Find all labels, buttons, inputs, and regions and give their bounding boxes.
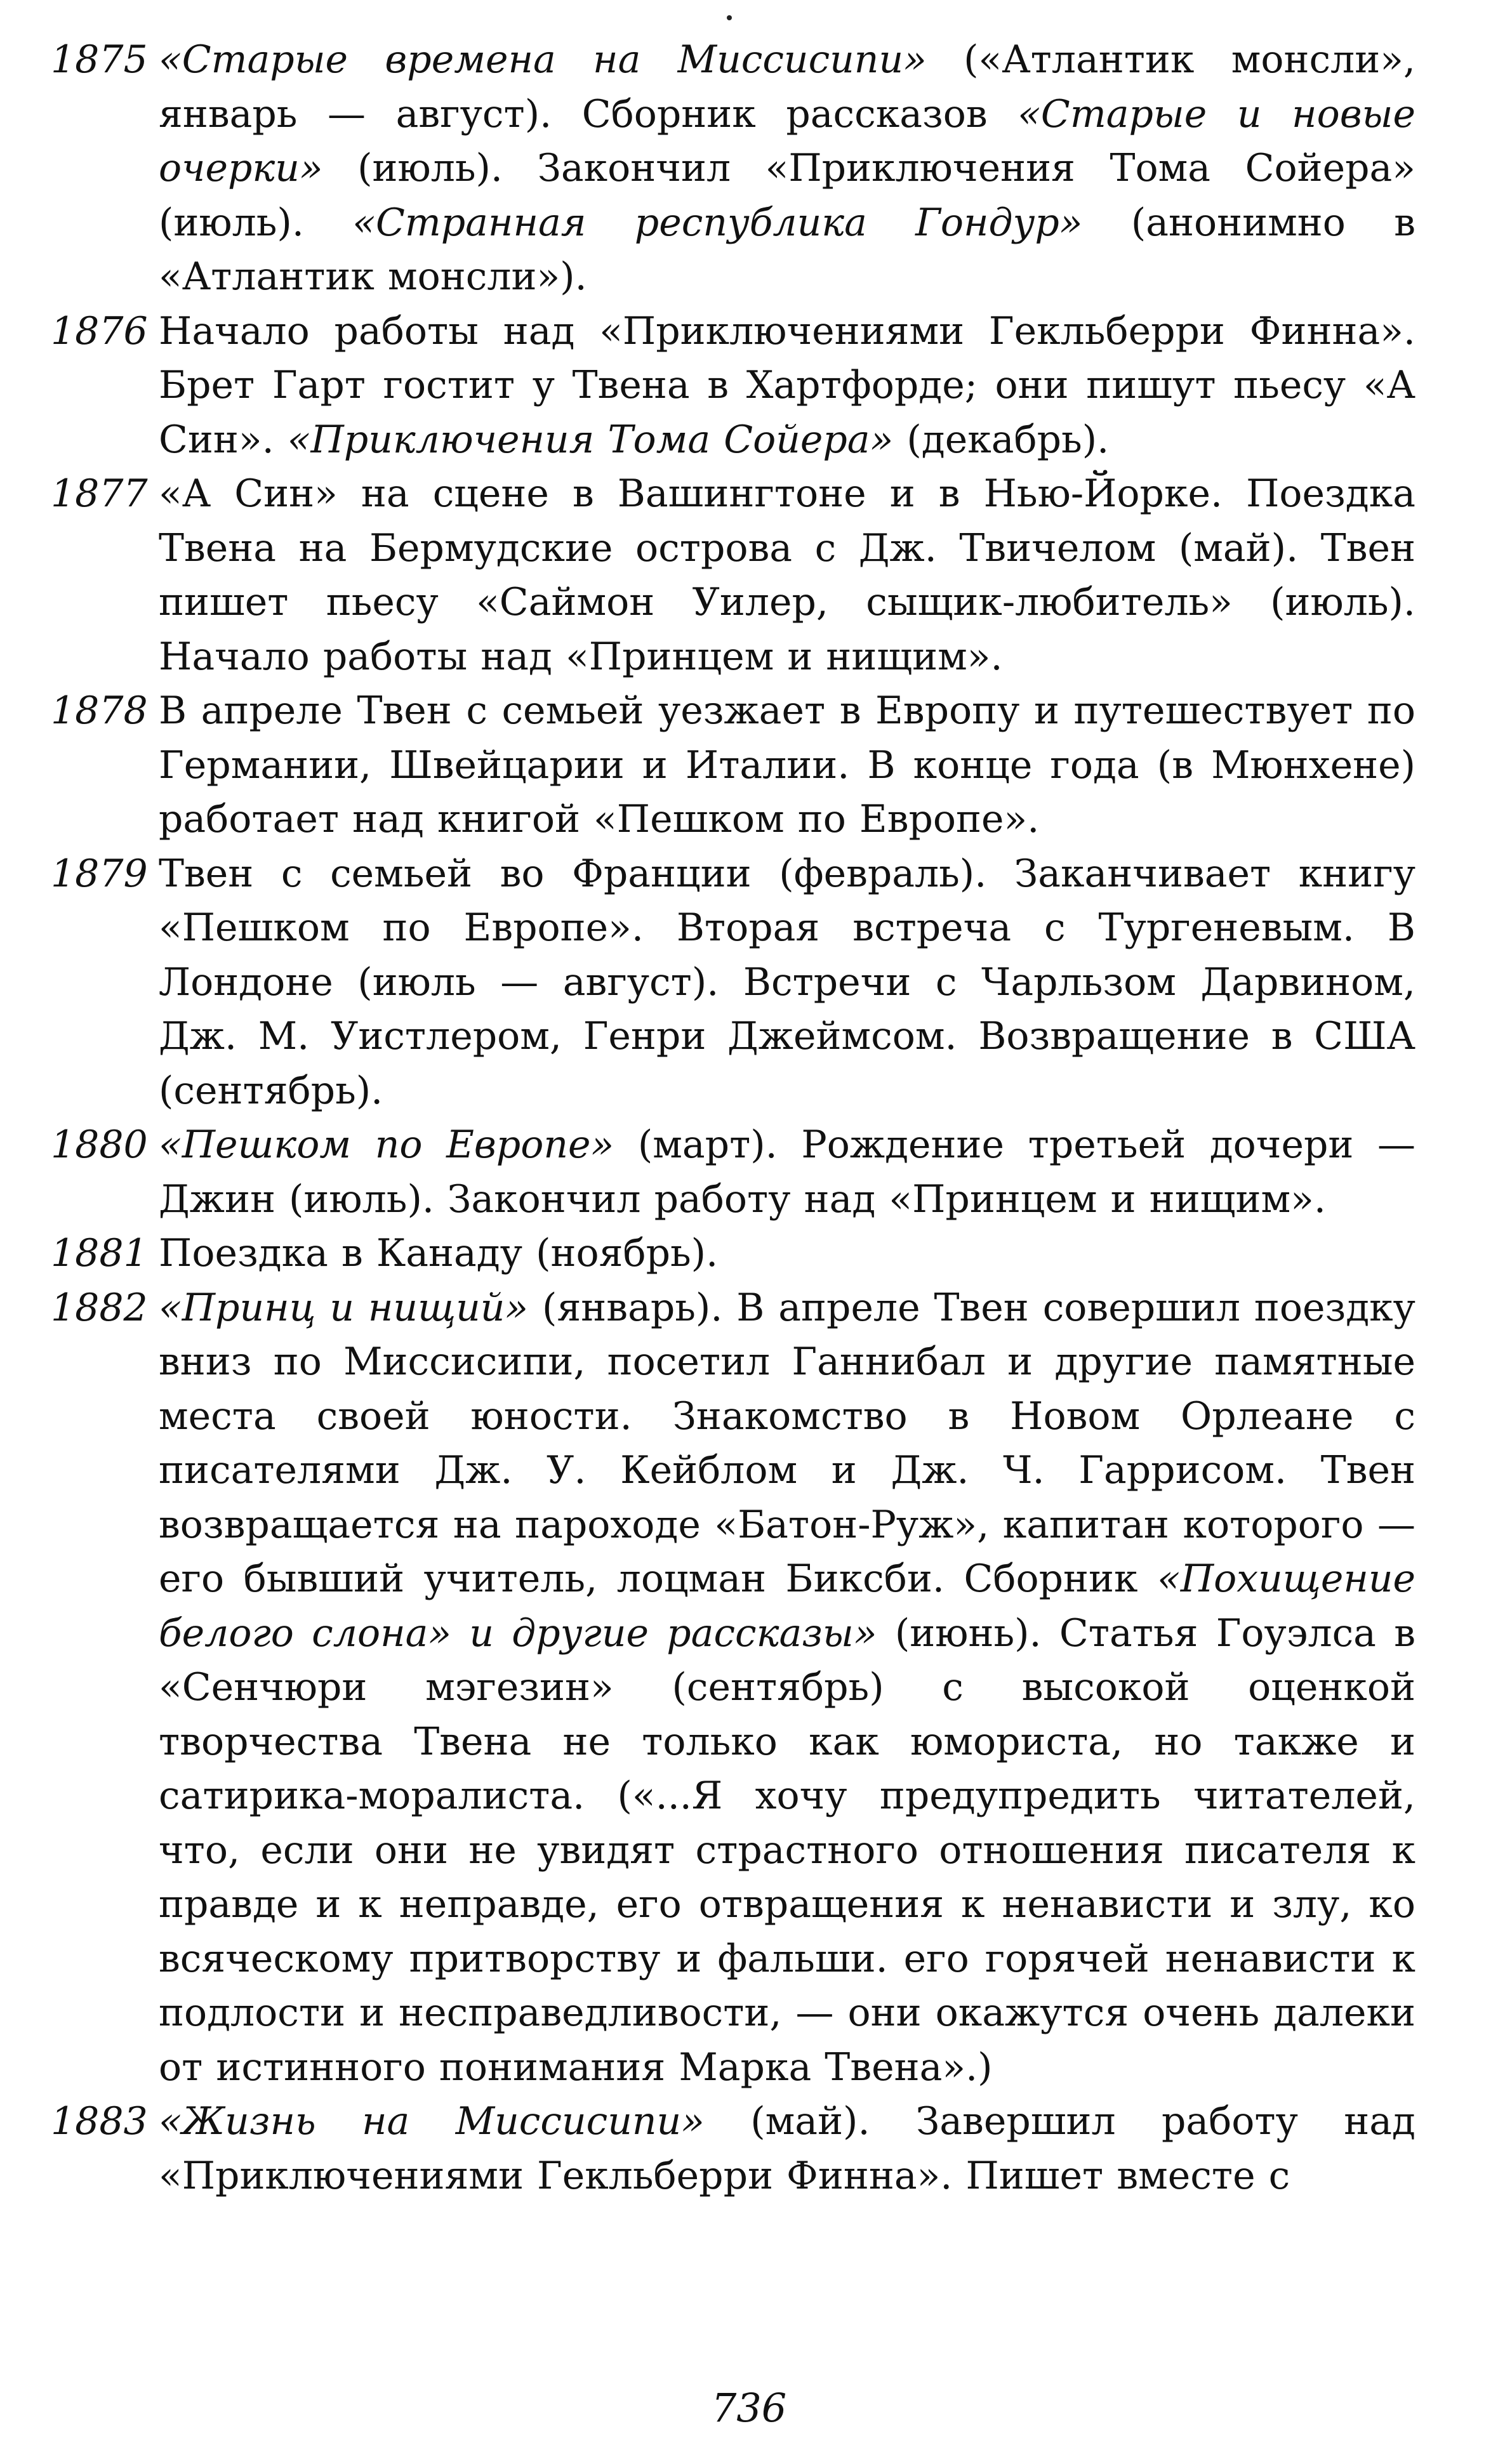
entry-year: 1879 — [51, 851, 148, 896]
entry-text-run: В апреле Твен с семьей уезжает в Европу и путешествует по Германии, Швейцарии и Италии. В конце года (в Мюнхене) работает над книгой «Пешком по Европе». — [159, 688, 1415, 841]
entry-text-run: Твен с семьей во Франции (февраль). Заканчивает книгу «Пешком по Европе». Вторая встреча с Тургеневым. В Лондоне (июль — август). Встречи с Чарльзом Дарвином, Дж. М. Уистлером, Генри Джеймсом. Возвращение в США (сентябрь). — [159, 851, 1415, 1113]
entry-text-run: (анонимно в «Атлантик монсли»). — [159, 200, 1416, 299]
entry-text-run: (декабрь). — [893, 417, 1110, 462]
entry-year: 1875 — [51, 37, 148, 82]
entry-text — [159, 33, 1415, 305]
chronology-entry — [51, 1227, 1415, 1281]
entry-text — [159, 1118, 1415, 1227]
print-speck — [727, 15, 732, 20]
entry-year: 1878 — [51, 688, 148, 733]
chronology-entry — [51, 33, 1415, 305]
work-title: «Принц и нищий» — [159, 1285, 529, 1330]
entry-text-run: Поездка в Канаду (ноябрь). — [159, 1231, 719, 1275]
entry-year: 1881 — [51, 1231, 148, 1275]
chronology-entry — [51, 1281, 1415, 2095]
entry-text — [159, 1281, 1415, 2095]
entry-text-run: (июль). Закончил «Приключения Тома Сойера» (июль). — [159, 146, 1415, 245]
entry-text-run: (январь). В апреле Твен совершил поездку вниз по Миссисипи, посетил Ганнибал и другие памятные места своей юности. Знакомство в Новом Орлеане с писателями Дж. У. Кейблом и Дж. Ч. Гаррисом. Твен возвращается на пароходе «Батон-Руж», капитан которого — его бывший учитель, лоцман Биксби. Сборник — [159, 1285, 1415, 1601]
work-title: «Пешком по Европе» — [159, 1123, 614, 1167]
work-title: «Приключения Тома Сойера» — [287, 417, 894, 462]
entry-text — [159, 2095, 1415, 2203]
chronology-list — [51, 33, 1415, 2203]
entry-year: 1880 — [51, 1123, 148, 1167]
chronology-entry — [51, 847, 1415, 1119]
chronology-entry — [51, 305, 1415, 468]
entry-text — [159, 684, 1415, 847]
work-title: «Старые и новые очерки» — [159, 91, 1415, 190]
work-title: «Похищение белого слона» и другие рассказы» — [159, 1557, 1415, 1656]
chronology-entry — [51, 2095, 1415, 2203]
page-number: 736 — [711, 2385, 787, 2431]
entry-text — [159, 467, 1415, 684]
entry-text-run: («Атлантик монсли», январь — август). Сборник рассказов — [159, 37, 1415, 136]
entry-text-run: Начало работы над «Приключениями Гекльберри Финна». Брет Гарт гостит у Твена в Хартфорде; они пишут пьесу «А Син». — [159, 308, 1415, 462]
chronology-entry — [51, 467, 1415, 684]
chronology-entry — [51, 684, 1415, 847]
entry-text — [159, 1227, 1415, 1281]
entry-text — [159, 847, 1415, 1119]
work-title: «Старые времена на Миссисипи» — [159, 37, 927, 82]
entry-text-run: «А Син» на сцене в Вашингтоне и в Нью-Йорке. Поездка Твена на Бермудские острова с Дж. Твичелом (май). Твен пишет пьесу «Саймон Уилер, сыщик-любитель» (июль). Начало работы над «Принцем и нищим». — [159, 471, 1415, 679]
work-title: «Странная республика Гондур» — [352, 200, 1083, 245]
entry-text-run: (июнь). Статья Гоуэлса в «Сенчюри мэгезин» (сентябрь) с высокой оценкой творчества Твена не только как юмориста, но также и сатирика-моралиста. («...Я хочу предупредить читателей, что, если они не увидят страстного отношения писателя к правде и к неправде, его отвращения к ненависти и злу, ко всяческому притворству и фальши. его горячей ненависти к подлости и несправедливости, — они окажутся очень далеки от истинного понимания Марка Твена».) — [159, 1611, 1415, 2090]
entry-year: 1882 — [51, 1285, 148, 1330]
entry-text-run: (май). Завершил работу над «Приключениями Гекльберри Финна». Пишет вместе с — [159, 2099, 1415, 2198]
entry-year: 1883 — [51, 2099, 148, 2144]
chronology-entry — [51, 1118, 1415, 1227]
entry-text-run: (март). Рождение третьей дочери — Джин (июль). Закончил работу над «Принцем и нищим». — [159, 1123, 1415, 1222]
work-title: «Жизнь на Миссисипи» — [159, 2099, 705, 2144]
entry-year: 1877 — [51, 471, 148, 516]
entry-text — [159, 305, 1415, 468]
entry-year: 1876 — [51, 308, 148, 353]
